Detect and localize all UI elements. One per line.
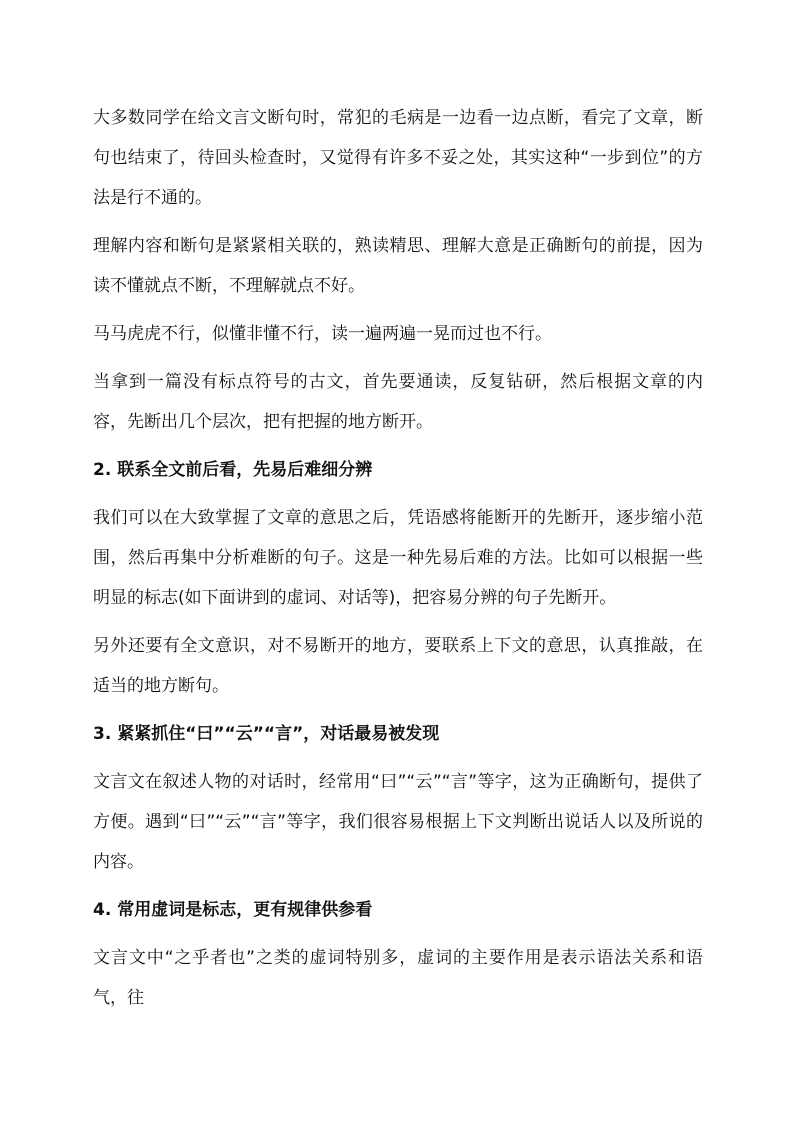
body-paragraph: 文言文在叙述人物的对话时，经常用“曰”“云”“言”等字，这为正确断句，提供了方便。遇到“曰”“云”“言”等字，我们很容易根据上下文判断出说话人以及所说的内容。	[93, 772, 703, 872]
body-paragraph: 理解内容和断句是紧紧相关联的，熟读精思、理解大意是正确断句的前提，因为读不懂就点不断，不理解就点不好。	[93, 236, 703, 296]
body-paragraph: 文言文中“之乎者也”之类的虚词特别多，虚词的主要作用是表示语法关系和语气，往	[93, 948, 703, 1008]
section-heading: 2. 联系全文前后看，先易后难细分辨	[93, 460, 373, 480]
body-paragraph: 当拿到一篇没有标点符号的古文，首先要通读，反复钻研，然后根据文章的内容，先断出几个层次，把有把握的地方断开。	[93, 372, 703, 432]
section-heading: 3. 紧紧抓住“曰”“云”“言”，对话最易被发现	[93, 724, 440, 744]
section-heading: 4. 常用虚词是标志，更有规律供参看	[93, 900, 373, 920]
body-paragraph: 另外还要有全文意识，对不易断开的地方，要联系上下文的意思，认真推敲，在适当的地方断句。	[93, 636, 703, 696]
body-paragraph: 大多数同学在给文言文断句时，常犯的毛病是一边看一边点断，看完了文章，断句也结束了，待回头检查时，又觉得有许多不妥之处，其实这种“一步到位”的方法是行不通的。	[93, 108, 703, 208]
body-paragraph: 我们可以在大致掌握了文章的意思之后，凭语感将能断开的先断开，逐步缩小范围，然后再集中分析难断的句子。这是一种先易后难的方法。比如可以根据一些明显的标志(如下面讲到的虚词、对话等)，把容易分辨的句子先断开。	[93, 508, 703, 608]
document-page	[93, 98, 703, 1018]
body-paragraph: 马马虎虎不行，似懂非懂不行，读一遍两遍一晃而过也不行。	[93, 324, 552, 344]
